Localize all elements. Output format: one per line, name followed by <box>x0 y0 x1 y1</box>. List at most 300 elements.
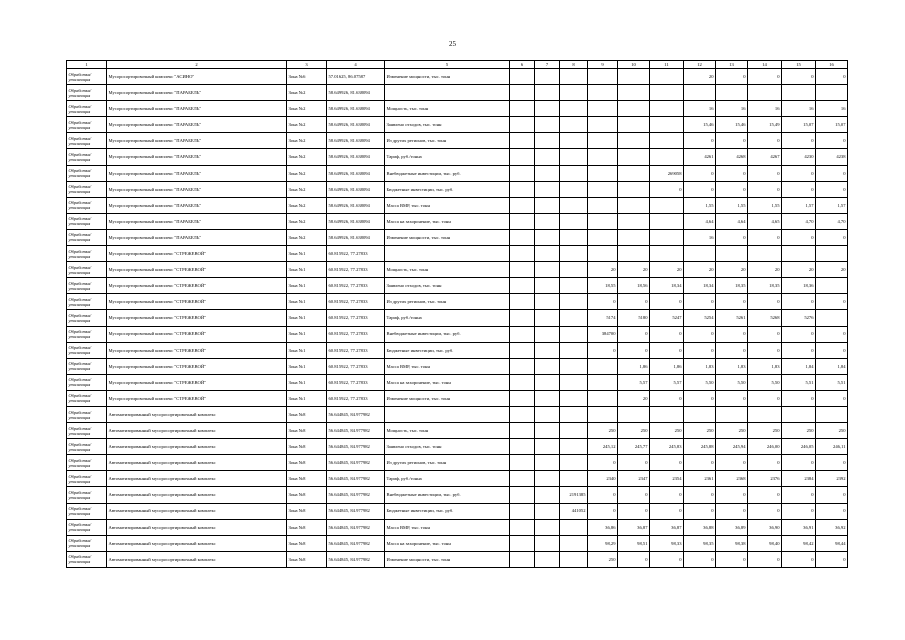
table-row <box>67 551 848 567</box>
table-cell <box>650 213 684 229</box>
table-cell <box>816 246 848 262</box>
table-row <box>67 101 848 117</box>
table-cell: 0 <box>816 342 848 358</box>
table-cell: 0 <box>716 503 748 519</box>
table-cell <box>535 117 560 133</box>
table-cell <box>618 181 650 197</box>
table-cell <box>588 390 618 406</box>
table-cell: 0 <box>816 455 848 471</box>
table-cell: 0 <box>816 229 848 245</box>
table-cell: Зона №2 <box>287 133 327 149</box>
table-cell: 0 <box>618 455 650 471</box>
table-cell: Обработка/ утилизация <box>67 294 107 310</box>
table-row <box>67 133 848 149</box>
table-cell: Зона №1 <box>287 390 327 406</box>
table-cell <box>535 390 560 406</box>
table-cell <box>560 85 588 101</box>
table-cell: Зона №1 <box>287 358 327 374</box>
table-cell <box>618 406 650 422</box>
table-cell: 56.644845, 84.977982 <box>327 487 385 503</box>
table-cell: 60.815922, 77.27833 <box>327 294 385 310</box>
table-row <box>67 262 848 278</box>
table-cell: 0 <box>816 326 848 342</box>
table-cell: 250 <box>782 423 816 439</box>
table-cell <box>650 117 684 133</box>
table-row <box>67 149 848 165</box>
table-cell: 60.815922, 77.27833 <box>327 262 385 278</box>
table-cell: 36,90 <box>748 519 782 535</box>
table-cell: 5,50 <box>716 374 748 390</box>
table-cell: 4238 <box>816 149 848 165</box>
table-cell: 0 <box>618 326 650 342</box>
table-cell: 5174 <box>588 310 618 326</box>
table-cell: Обработка/ утилизация <box>67 535 107 551</box>
page-number: 25 <box>449 40 456 48</box>
table-cell <box>535 133 560 149</box>
table-cell: 5,50 <box>748 374 782 390</box>
table-cell: 0 <box>650 551 684 567</box>
table-cell: 58.649926, 81.638094 <box>327 117 385 133</box>
table-cell: 5254 <box>684 310 716 326</box>
table-cell <box>618 117 650 133</box>
table-cell: 0 <box>782 503 816 519</box>
table-cell: 2354 <box>650 471 684 487</box>
table-cell: 5276 <box>782 310 816 326</box>
table-cell: 0 <box>684 487 716 503</box>
table-cell <box>618 69 650 85</box>
table-cell: 4268 <box>716 149 748 165</box>
table-row <box>67 390 848 406</box>
table-cell: Зона №8 <box>287 487 327 503</box>
column-number: 8 <box>560 61 588 69</box>
table-cell: 58.649926, 81.638094 <box>327 149 385 165</box>
table-cell: 0 <box>748 181 782 197</box>
table-cell: 0 <box>618 503 650 519</box>
table-body <box>67 61 848 568</box>
table-cell: 245,94 <box>716 439 748 455</box>
table-cell: 0 <box>684 342 716 358</box>
table-cell <box>588 149 618 165</box>
table-cell <box>535 246 560 262</box>
column-number: 15 <box>782 61 816 69</box>
table-cell: 20 <box>684 262 716 278</box>
table-cell <box>510 310 535 326</box>
table-cell: 0 <box>748 133 782 149</box>
table-cell: 0 <box>748 455 782 471</box>
table-cell <box>535 181 560 197</box>
table-row <box>67 374 848 390</box>
table-cell: 0 <box>782 133 816 149</box>
table-cell: 0 <box>588 294 618 310</box>
table-cell <box>535 310 560 326</box>
table-row <box>67 229 848 245</box>
table-cell: 441052 <box>560 503 588 519</box>
table-cell <box>510 69 535 85</box>
table-cell: 0 <box>816 487 848 503</box>
table-cell: 4267 <box>748 149 782 165</box>
table-cell: 0 <box>748 165 782 181</box>
table-cell <box>510 471 535 487</box>
table-cell <box>618 213 650 229</box>
column-number: 6 <box>510 61 535 69</box>
table-cell <box>560 181 588 197</box>
table-cell: Масса на захоронение, тыс. тонн <box>385 374 510 390</box>
table-cell <box>560 246 588 262</box>
table-cell <box>588 229 618 245</box>
table-cell: 56.644845, 84.977982 <box>327 551 385 567</box>
table-cell: 0 <box>650 294 684 310</box>
table-row <box>67 69 848 85</box>
table-cell: 250 <box>618 423 650 439</box>
table-cell <box>560 117 588 133</box>
table-cell <box>618 133 650 149</box>
table-cell: 0 <box>588 455 618 471</box>
table-cell <box>560 519 588 535</box>
table-cell <box>535 326 560 342</box>
table-row <box>67 294 848 310</box>
table-cell: 60.815922, 77.27833 <box>327 278 385 294</box>
table-cell <box>560 149 588 165</box>
table-cell: Обработка/ утилизация <box>67 519 107 535</box>
table-cell: 0 <box>716 326 748 342</box>
table-cell: Автоматизированный мусоросортировочный комплекс <box>107 471 287 487</box>
table-row <box>67 455 848 471</box>
table-cell: Мусоросортировочный комплекс "ПАРАБЕЛЬ" <box>107 133 287 149</box>
table-cell <box>535 294 560 310</box>
table-cell: 58.649926, 81.638094 <box>327 213 385 229</box>
table-cell: Мусоросортировочный комплекс "ПАРАБЕЛЬ" <box>107 101 287 117</box>
table-cell: 0 <box>816 503 848 519</box>
table-cell: 246,00 <box>748 439 782 455</box>
table-cell: Зона №1 <box>287 262 327 278</box>
table-cell: 0 <box>684 390 716 406</box>
table-cell: Обработка/ утилизация <box>67 471 107 487</box>
table-cell: 36,86 <box>588 519 618 535</box>
table-cell: 0 <box>684 133 716 149</box>
table-cell <box>782 85 816 101</box>
table-cell: 15,49 <box>748 117 782 133</box>
table-cell: Зона №1 <box>287 278 327 294</box>
table-cell <box>560 326 588 342</box>
table-cell: Обработка/ утилизация <box>67 326 107 342</box>
table-cell: 2368 <box>716 471 748 487</box>
table-cell: 18,55 <box>588 278 618 294</box>
table-cell <box>510 294 535 310</box>
table-cell <box>510 149 535 165</box>
table-cell: 0 <box>816 181 848 197</box>
table-cell: Масса ВМР, тыс. тонн <box>385 197 510 213</box>
table-cell <box>618 85 650 101</box>
table-cell <box>588 85 618 101</box>
table-cell: 20 <box>684 69 716 85</box>
table-cell: Зона №8 <box>287 423 327 439</box>
table-cell: 0 <box>816 551 848 567</box>
table-cell <box>650 149 684 165</box>
table-cell: Изменение мощности, тыс. тонн <box>385 390 510 406</box>
table-cell: Мощность, тыс. тонн <box>385 262 510 278</box>
table-cell: 0 <box>782 165 816 181</box>
table-cell: Обработка/ утилизация <box>67 551 107 567</box>
table-cell: Масса ВМР, тыс. тонн <box>385 358 510 374</box>
table-cell: 56.644845, 84.977982 <box>327 471 385 487</box>
table-cell <box>560 551 588 567</box>
table-cell: 0 <box>782 69 816 85</box>
table-cell: 245,12 <box>588 439 618 455</box>
table-cell: Зона №8 <box>287 471 327 487</box>
table-cell: Бюджетные инвестиции, тыс. руб. <box>385 503 510 519</box>
column-number: 3 <box>287 61 327 69</box>
table-cell: Зона №8 <box>287 535 327 551</box>
table-cell: 98,29 <box>588 535 618 551</box>
table-cell <box>816 85 848 101</box>
table-cell <box>588 117 618 133</box>
table-cell <box>684 85 716 101</box>
table-cell: 0 <box>684 181 716 197</box>
table-cell <box>816 406 848 422</box>
table-cell <box>535 374 560 390</box>
table-cell: 60.815922, 77.27833 <box>327 342 385 358</box>
table-cell: 1,55 <box>684 197 716 213</box>
table-cell <box>816 278 848 294</box>
table-cell <box>560 439 588 455</box>
table-cell <box>510 326 535 342</box>
table-cell: Зона №2 <box>287 229 327 245</box>
table-cell <box>535 101 560 117</box>
table-cell: 58.649926, 81.638094 <box>327 229 385 245</box>
table-cell: 60.815922, 77.27833 <box>327 374 385 390</box>
table-row <box>67 519 848 535</box>
table-cell: Тариф, руб./тонна <box>385 310 510 326</box>
table-cell: Из других регионов, тыс. тонн <box>385 294 510 310</box>
table-cell <box>510 390 535 406</box>
table-cell: Зона №8 <box>287 455 327 471</box>
table-cell: Обработка/ утилизация <box>67 101 107 117</box>
table-cell: Заявлено отходов, тыс. тонн <box>385 278 510 294</box>
table-cell: Обработка/ утилизация <box>67 455 107 471</box>
table-cell <box>816 310 848 326</box>
table-cell: 0 <box>816 69 848 85</box>
table-cell <box>510 358 535 374</box>
table-cell: 1,84 <box>816 358 848 374</box>
table-cell <box>650 246 684 262</box>
table-cell: Мощность, тыс. тонн <box>385 101 510 117</box>
column-number: 13 <box>716 61 748 69</box>
table-cell: Зона №1 <box>287 342 327 358</box>
table-cell <box>618 101 650 117</box>
table-cell: 0 <box>816 390 848 406</box>
table-cell <box>588 101 618 117</box>
table-cell: 5268 <box>748 310 782 326</box>
table-cell <box>510 229 535 245</box>
table-cell: 0 <box>782 551 816 567</box>
table-cell: 16 <box>684 229 716 245</box>
table-cell <box>535 197 560 213</box>
table-cell <box>535 69 560 85</box>
table-cell <box>535 149 560 165</box>
table-cell <box>535 551 560 567</box>
table-cell: 15,07 <box>816 117 848 133</box>
table-cell: Зона №2 <box>287 181 327 197</box>
table-cell: 20 <box>748 262 782 278</box>
table-cell <box>535 165 560 181</box>
table-cell: 16 <box>782 101 816 117</box>
table-row <box>67 246 848 262</box>
table-cell <box>510 213 535 229</box>
table-cell: 0 <box>650 326 684 342</box>
table-cell <box>560 471 588 487</box>
table-cell: Зона №6 <box>287 69 327 85</box>
table-cell: 0 <box>816 294 848 310</box>
table-cell: Изменение мощности, тыс. тонн <box>385 69 510 85</box>
table-cell <box>588 181 618 197</box>
table-cell: 18,35 <box>716 278 748 294</box>
table-cell <box>560 342 588 358</box>
table-cell: Мусоросортировочный комплекс "СТРЕЖЕВОЙ" <box>107 358 287 374</box>
table-cell <box>560 390 588 406</box>
table-cell: Изменение мощности, тыс. тонн <box>385 229 510 245</box>
table-cell: Автоматизированный мусоросортировочный комплекс <box>107 535 287 551</box>
table-cell: Обработка/ утилизация <box>67 423 107 439</box>
table-cell: 0 <box>716 551 748 567</box>
table-cell: Автоматизированный мусоросортировочный комплекс <box>107 423 287 439</box>
column-number: 14 <box>748 61 782 69</box>
table-cell: 0 <box>816 165 848 181</box>
table-cell: 0 <box>716 342 748 358</box>
table-cell: 58.649926, 81.638094 <box>327 197 385 213</box>
table-cell: Мусоросортировочный комплекс "ПАРАБЕЛЬ" <box>107 229 287 245</box>
table-cell: Бюджетные инвестиции, тыс. руб. <box>385 342 510 358</box>
table-cell: 246,05 <box>782 439 816 455</box>
table-cell: Обработка/ утилизация <box>67 213 107 229</box>
table-cell <box>535 85 560 101</box>
table-cell <box>716 85 748 101</box>
table-row <box>67 535 848 551</box>
table-cell: 1,57 <box>782 197 816 213</box>
table-cell: Мусоросортировочный комплекс "АСИНО" <box>107 69 287 85</box>
table-cell <box>560 165 588 181</box>
table-cell <box>535 455 560 471</box>
table-cell <box>385 85 510 101</box>
table-cell <box>618 229 650 245</box>
table-cell: 5180 <box>618 310 650 326</box>
table-cell: 20 <box>650 262 684 278</box>
table-cell <box>650 85 684 101</box>
table-cell: 56.644845, 84.977982 <box>327 535 385 551</box>
table-cell: Обработка/ утилизация <box>67 439 107 455</box>
table-cell: Зона №2 <box>287 197 327 213</box>
column-number: 2 <box>107 61 287 69</box>
table-cell <box>510 85 535 101</box>
table-cell: 20 <box>782 262 816 278</box>
table-cell: 0 <box>684 455 716 471</box>
table-cell: 0 <box>748 390 782 406</box>
table-cell: 5,57 <box>618 374 650 390</box>
table-cell: Обработка/ утилизация <box>67 181 107 197</box>
table-cell <box>510 117 535 133</box>
table-cell: Зона №1 <box>287 374 327 390</box>
table-cell: Мощность, тыс. тонн <box>385 423 510 439</box>
table-cell: 1,84 <box>782 358 816 374</box>
table-cell: Заявлено отходов, тыс. тонн <box>385 117 510 133</box>
table-cell: 60.815922, 77.27833 <box>327 310 385 326</box>
table-cell: 4230 <box>782 149 816 165</box>
table-cell <box>535 213 560 229</box>
table-row <box>67 85 848 101</box>
table-cell: 0 <box>748 487 782 503</box>
table-cell <box>560 406 588 422</box>
table-cell: 60.815922, 77.27833 <box>327 246 385 262</box>
table-cell <box>535 229 560 245</box>
table-cell: 0 <box>782 294 816 310</box>
table-cell <box>650 197 684 213</box>
table-cell <box>560 294 588 310</box>
table-cell <box>560 101 588 117</box>
table-cell <box>510 374 535 390</box>
table-row <box>67 278 848 294</box>
table-cell <box>510 423 535 439</box>
table-cell: Мусоросортировочный комплекс "СТРЕЖЕВОЙ" <box>107 374 287 390</box>
table-cell: Изменение мощности, тыс. тонн <box>385 551 510 567</box>
table-cell <box>748 246 782 262</box>
table-cell: Обработка/ утилизация <box>67 117 107 133</box>
column-number: 9 <box>588 61 618 69</box>
table-cell: 250 <box>748 423 782 439</box>
table-cell: 36,92 <box>816 519 848 535</box>
table-cell: 56.644845, 84.977982 <box>327 455 385 471</box>
table-cell: 0 <box>782 326 816 342</box>
table-cell: 2191385 <box>560 487 588 503</box>
table-row <box>67 406 848 422</box>
table-cell <box>510 101 535 117</box>
table-cell: Мусоросортировочный комплекс "СТРЕЖЕВОЙ" <box>107 390 287 406</box>
table-cell: Из других регионов, тыс. тонн <box>385 455 510 471</box>
table-cell: 16 <box>816 101 848 117</box>
table-cell: Автоматизированный мусоросортировочный комплекс <box>107 455 287 471</box>
column-number: 11 <box>650 61 684 69</box>
table-cell: Автоматизированный мусоросортировочный комплекс <box>107 487 287 503</box>
table-cell: 0 <box>650 342 684 358</box>
table-cell <box>588 246 618 262</box>
table-cell: Мусоросортировочный комплекс "СТРЕЖЕВОЙ" <box>107 278 287 294</box>
table-cell: 58.649926, 81.638094 <box>327 165 385 181</box>
table-cell: Обработка/ утилизация <box>67 503 107 519</box>
table-cell: 0 <box>716 455 748 471</box>
table-cell: Обработка/ утилизация <box>67 262 107 278</box>
table-cell: 16 <box>684 101 716 117</box>
table-cell: 0 <box>650 181 684 197</box>
table-cell <box>560 535 588 551</box>
table-row <box>67 487 848 503</box>
table-cell: 0 <box>716 390 748 406</box>
table-cell <box>560 455 588 471</box>
table-row <box>67 471 848 487</box>
table-cell <box>588 133 618 149</box>
table-row <box>67 326 848 342</box>
column-number: 4 <box>327 61 385 69</box>
table-cell: 18,35 <box>748 278 782 294</box>
table-cell: 384700 <box>588 326 618 342</box>
table-cell: 250 <box>588 551 618 567</box>
table-cell: 4,70 <box>782 213 816 229</box>
table-cell: Мусоросортировочный комплекс "СТРЕЖЕВОЙ" <box>107 294 287 310</box>
table-cell: 0 <box>618 294 650 310</box>
column-number-row <box>67 61 848 69</box>
table-cell <box>618 149 650 165</box>
table-cell <box>510 406 535 422</box>
table-cell <box>535 358 560 374</box>
table-cell: Масса на захоронение, тыс. тонн <box>385 535 510 551</box>
table-cell: Обработка/ утилизация <box>67 246 107 262</box>
